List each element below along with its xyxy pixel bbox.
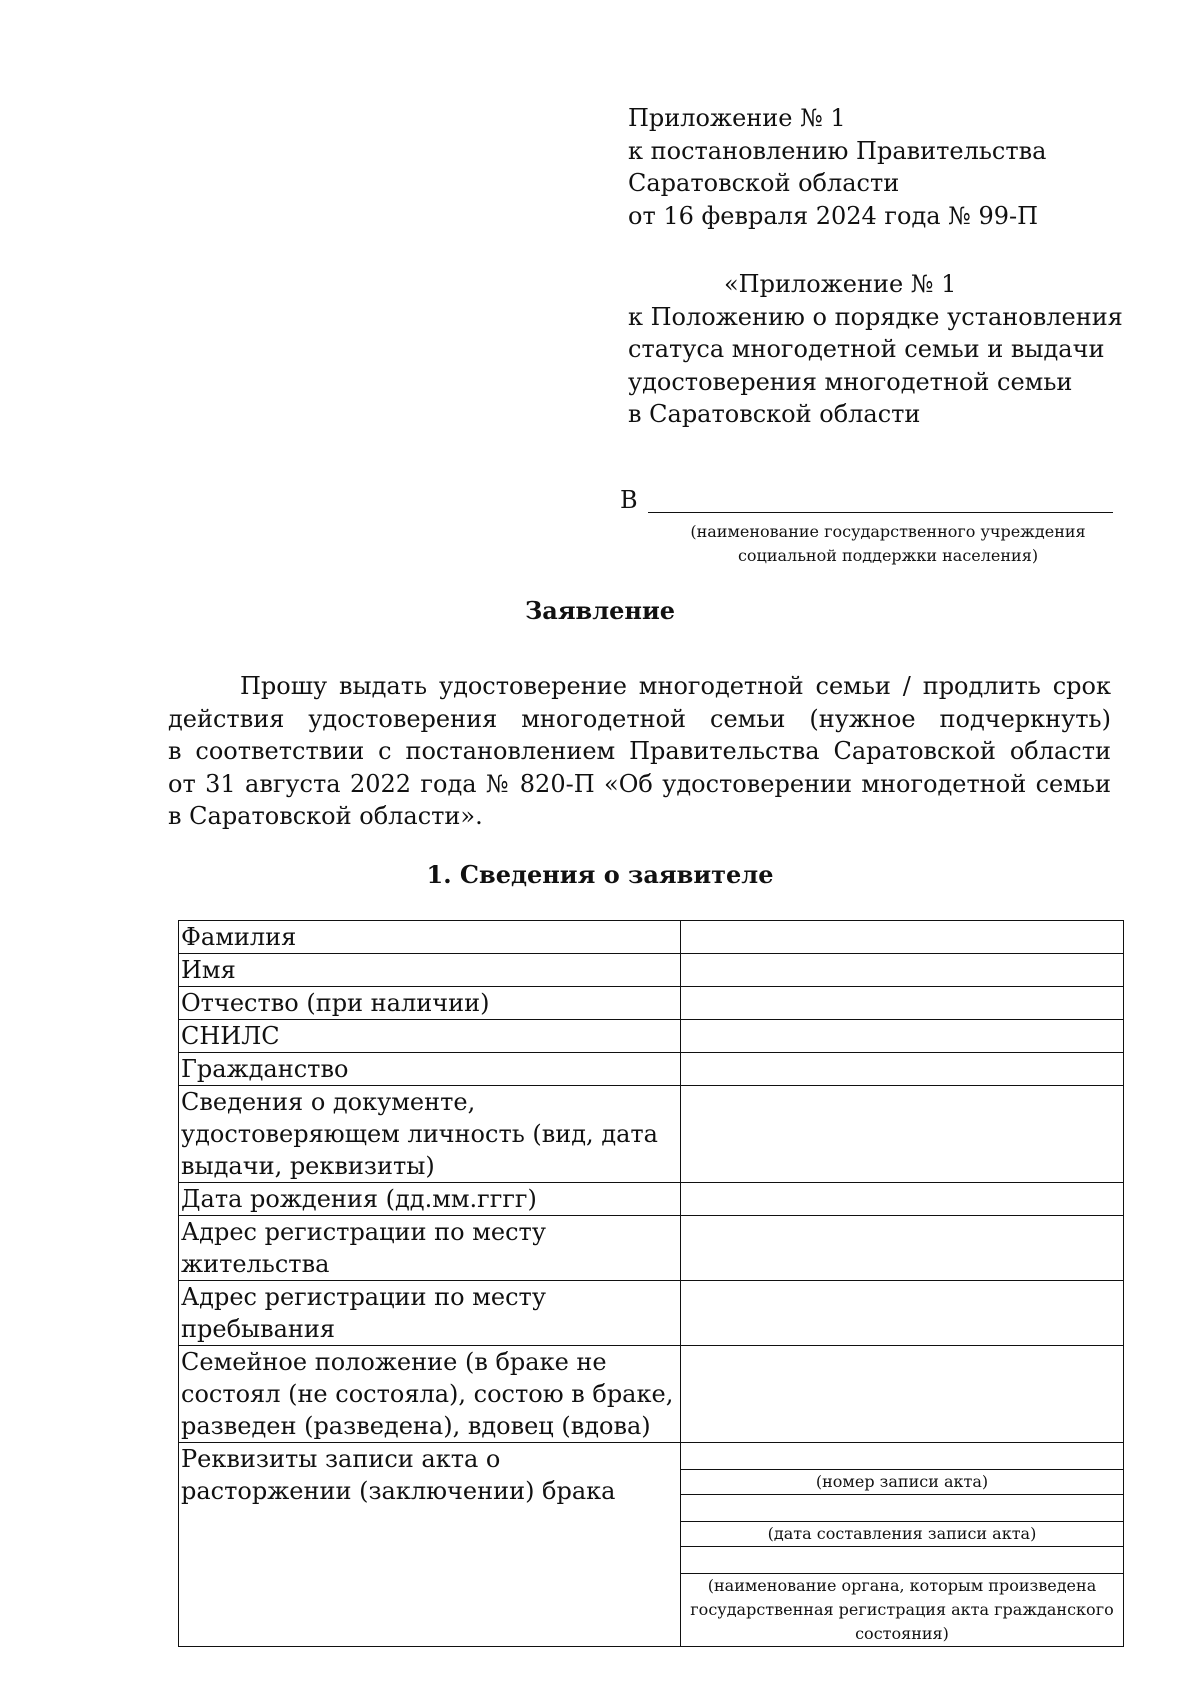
- appendix-line: «Приложение № 1: [724, 270, 957, 298]
- field-value[interactable]: [681, 1216, 1124, 1281]
- field-label: Дата рождения (дд.мм.гггг): [179, 1183, 681, 1216]
- table-row: [179, 1346, 1124, 1443]
- field-value[interactable]: [681, 1020, 1124, 1053]
- registry-authority-caption: (наименование органа, которым произведена государственная регистрация акта гражданского состояния): [681, 1574, 1124, 1647]
- registry-authority-field[interactable]: [681, 1547, 1124, 1574]
- field-label: Имя: [179, 954, 681, 987]
- field-label: Сведения о документе, удостоверяющем личность (вид, дата выдачи, реквизиты): [179, 1086, 681, 1183]
- addressee-prefix: В: [620, 486, 638, 514]
- resolution-header: [628, 102, 1128, 232]
- field-value[interactable]: [681, 1281, 1124, 1346]
- field-value[interactable]: [681, 954, 1124, 987]
- field-value[interactable]: [681, 987, 1124, 1020]
- intro-line: в соответствии с постановлением Правительства Саратовской области: [168, 737, 1111, 765]
- addressee-caption-line: (наименование государственного учреждения: [690, 522, 1086, 541]
- appendix-header: [628, 268, 1148, 431]
- field-label: Адрес регистрации по месту пребывания: [179, 1281, 681, 1346]
- intro-paragraph: [168, 670, 1111, 833]
- field-label: Реквизиты записи акта о расторжении (заключении) брака: [179, 1443, 681, 1647]
- field-value[interactable]: [681, 1053, 1124, 1086]
- header-line: от 16 февраля 2024 года № 99-П: [628, 201, 1039, 230]
- appendix-line: в Саратовской области: [628, 400, 921, 428]
- intro-line: в Саратовской области».: [168, 802, 483, 830]
- header-line: Саратовской области: [628, 169, 900, 197]
- field-label: Фамилия: [179, 921, 681, 954]
- field-value[interactable]: [681, 1346, 1124, 1443]
- header-line: Приложение № 1: [628, 104, 846, 132]
- intro-line: Прошу выдать удостоверение многодетной семьи / продлить срок: [240, 672, 1111, 700]
- table-row: [179, 1053, 1124, 1086]
- table-row: [179, 1281, 1124, 1346]
- field-label: Гражданство: [179, 1053, 681, 1086]
- field-value[interactable]: [681, 1183, 1124, 1216]
- record-date-caption: (дата составления записи акта): [681, 1522, 1124, 1547]
- header-line: к постановлению Правительства: [628, 136, 1047, 165]
- section-title: 1. Сведения о заявителе: [426, 860, 774, 889]
- addressee-caption: [668, 520, 1108, 568]
- table-row: [179, 1443, 1124, 1470]
- intro-line: действия удостоверения многодетной семьи (нужное подчеркнуть): [168, 704, 1111, 733]
- field-value[interactable]: [681, 921, 1124, 954]
- appendix-line: статуса многодетной семьи и выдачи: [628, 335, 1105, 363]
- intro-line: от 31 августа 2022 года № 820-П «Об удостоверении многодетной семьи: [168, 769, 1111, 798]
- table-row: [179, 1183, 1124, 1216]
- field-label: Адрес регистрации по месту жительства: [179, 1216, 681, 1281]
- table-row: [179, 1020, 1124, 1053]
- field-label: Семейное положение (в браке не состоял (не состояла), состою в браке, разведен (разведена), вдовец (вдова): [179, 1346, 681, 1443]
- field-value[interactable]: [681, 1086, 1124, 1183]
- appendix-line: к Положению о порядке установления: [628, 302, 1123, 331]
- table-row: [179, 1086, 1124, 1183]
- field-label: СНИЛС: [179, 1020, 681, 1053]
- record-date-field[interactable]: [681, 1495, 1124, 1522]
- addressee-caption-line: социальной поддержки населения): [737, 546, 1039, 565]
- field-label: Отчество (при наличии): [179, 987, 681, 1020]
- applicant-info-table: [178, 920, 1124, 1647]
- addressee-blank-line[interactable]: [648, 512, 1113, 513]
- document-title: Заявление: [524, 596, 676, 625]
- record-number-caption: (номер записи акта): [681, 1470, 1124, 1495]
- table-row: [179, 921, 1124, 954]
- table-row: [179, 954, 1124, 987]
- table-row: [179, 1216, 1124, 1281]
- table-row: [179, 987, 1124, 1020]
- appendix-line: удостоверения многодетной семьи: [628, 367, 1073, 396]
- record-number-field[interactable]: [681, 1443, 1124, 1470]
